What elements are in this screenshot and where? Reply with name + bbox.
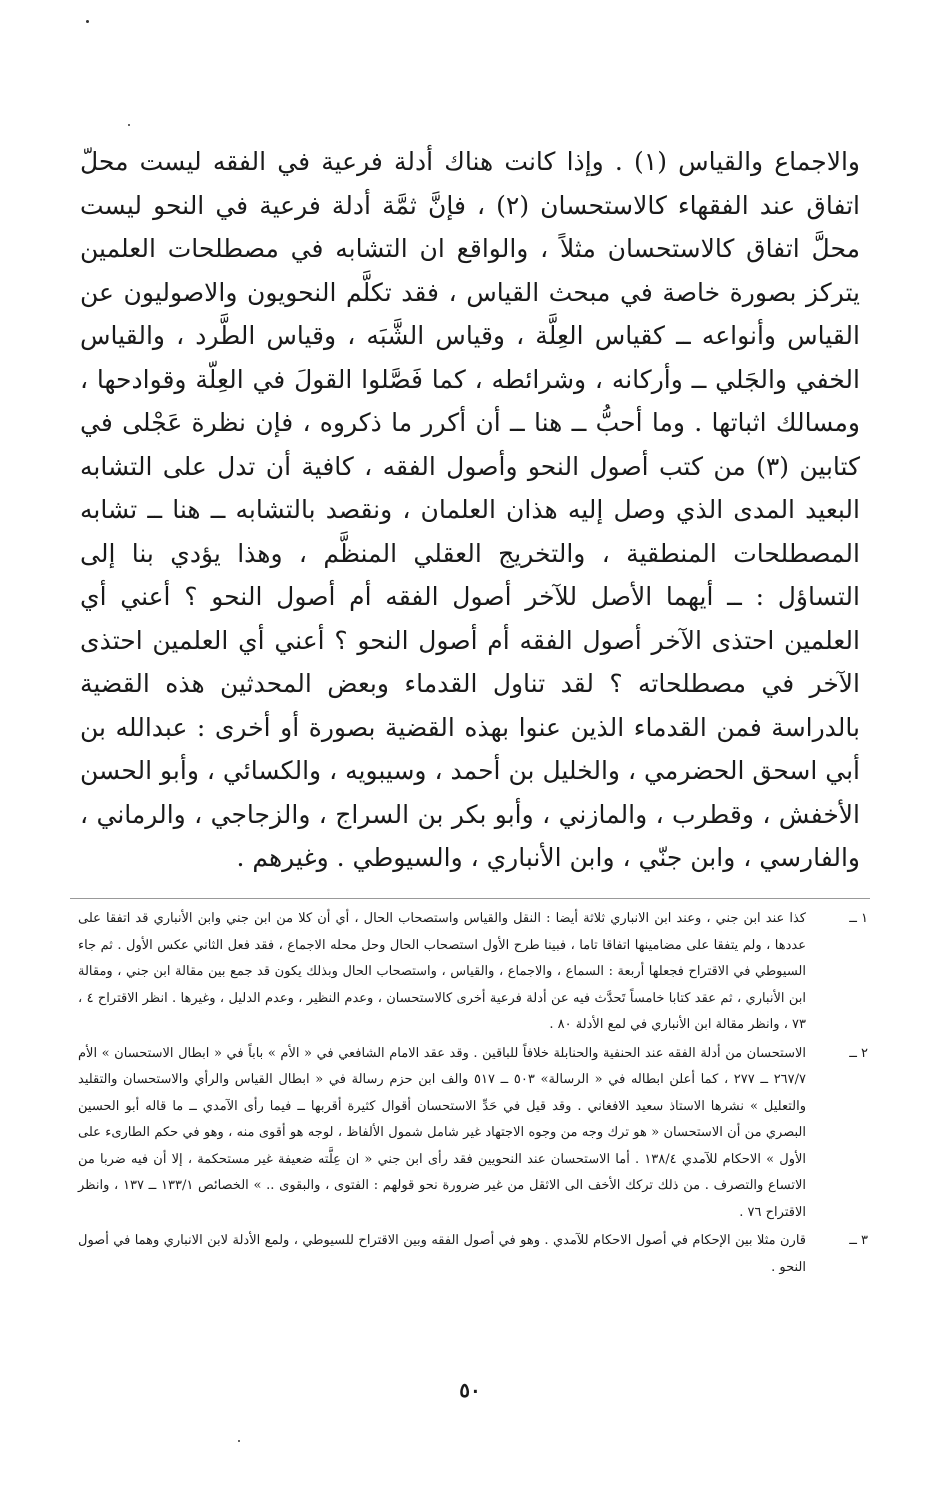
- page-number: ٥٠: [459, 1378, 481, 1402]
- footnote-number: ٢ ــ: [849, 1045, 868, 1061]
- footnote-2: [78, 1041, 868, 1227]
- footnote-text: قارن مثلا بين الإحكام في أصول الاحكام للآمدي . وهو في أصول الفقه وبين الاقتراح للسيوطي ، ولمع الأدلة لابن الانباري وهما في أصول النحو .: [78, 1233, 806, 1275]
- footnote-number: ٣ ــ: [849, 1233, 868, 1248]
- footnote-text: كذا عند ابن جني ، وعند ابن الانباري ثلاثة أيضا : النقل والقياس واستصحاب الحال ، أي أن كلا من ابن جني وابن الأنباري قد اتفقا على عددها ، ولم يتفقا على مضامينها اتفاقا تاما ، فبينا طرح الأول استصحاب الحال وحل محله الاجماع ، فقد فعل الثاني عكس الأول . ثم جاء السيوطي في الاقتراح فجعلها أربعة : السماع ، والاجماع ، والقياس ، واستصحاب الحال وبذلك يكون قد جمع بين مقالة ابن جني ، ومقالة ابن الأنباري ، ثم عقد كتابا خامساً تَحدَّث فيه عن أدلة فرعية أخرى كالاستحسان ، وعدم النظير ، وعدم الدليل ، وغيرها . انظر الاقتراح ٤ ، ٧٣ ، وانظر مقالة ابن الأنباري في لمع الأدلة ٨٠ .: [78, 911, 806, 1032]
- footnote-1: [78, 906, 868, 1039]
- scan-speck: [238, 1440, 240, 1442]
- footnote-number: ١ ــ: [849, 911, 868, 926]
- body-paragraph: والاجماع والقياس (١) . وإذا كانت هناك أدلة فرعية في الفقه ليست محلّ اتفاق عند الفقهاء كالاستحسان (٢) ، فإنَّ ثمَّة أدلة فرعية في النحو ليست محلَّ اتفاق كالاستحسان مثلاً ، والواقع ان التشابه في مصطلحات العلمين يتركز بصورة خاصة في مبحث القياس ، فقد تكلَّم النحويون والاصوليون عن القياس وأنواعه ــ كقياس العِلَّة ، وقياس الشَّبَه ، وقياس الطَّرد ، والقياس الخفي والجَلي ــ وأركانه ، وشرائطه ، كما فَصَّلوا القولَ في العِلّة وقوادحها ، ومسالك اثباتها . وما أحبُّ ــ هنا ــ أن أكرر ما ذكروه ، فإن نظرة عَجْلى في كتابين (٣) من كتب أصول النحو وأصول الفقه ، كافية أن تدل على التشابه البعيد المدى الذي وصل إليه هذان العلمان ، ونقصد بالتشابه ــ هنا ــ تشابه المصطلحات المنطقية ، والتخريج العقلي المنظَّم ، وهذا يؤدي بنا إلى التساؤل : ــ أيهما الأصل للآخر أصول الفقه أم أصول النحو ؟ أعني أي العلمين احتذى الآخر أصول الفقه أم أصول النحو ؟ أعني أي العلمين احتذى الآخر في مصطلحاته ؟ لقد تناول القدماء وبعض المحدثين هذه القضية بالدراسة فمن القدماء الذين عنوا بهذه القضية بصورة أو أخرى : عبدالله بن أبي اسحق الحضرمي ، والخليل بن أحمد ، وسيبويه ، والكسائي ، وأبو الحسن الأخفش ، وقطرب ، والمازني ، وأبو بكر بن السراج ، والزجاجي ، والرماني ، والفارسي ، وابن جنّي ، وابن الأنباري ، والسيوطي . وغيرهم .: [80, 147, 860, 872]
- footnote-divider: [70, 898, 870, 899]
- scan-speck: [128, 124, 130, 126]
- main-body-text: [80, 140, 860, 880]
- footnote-3: [78, 1228, 868, 1281]
- scan-speck: [86, 20, 89, 23]
- footnotes-section: [78, 906, 868, 1283]
- footnote-text: الاستحسان من أدلة الفقه عند الحنفية والحنابلة خلافاً للباقين . وقد عقد الامام الشافعي في « الأم » باباً في « ابطال الاستحسان » الأم ٢٦٧/٧ ــ ٢٧٧ ، كما أعلن ابطاله في « الرسالة» ٥٠٣ ــ ٥١٧ والف ابن حزم رسالة في « ابطال القياس والرأي والاستحسان والتقليد والتعليل » نشرها الاستاذ سعيد الافغاني . وقد قيل في حَدِّ الاستحسان أقوال كثيرة أقربها ــ فيما رأى الآمدي ــ ما قاله أبو الحسين البصري من أن الاستحسان « هو ترك وجه من وجوه الاجتهاد غير شامل شمول الألفاظ ، لوجه هو أقوى منه ، وهو في حكم الطارىء على الأول » الاحكام للآمدي ١٣٨/٤ . أما الاستحسان عند النحويين فقد رأى ابن جني « ان عِلَّته ضعيفة غير مستحكمة ، إلا أن فيه ضربا من الاتساع والتصرف . من ذلك تركك الأخف الى الاثقل من غير ضرورة نحو قولهم : الفتوى ، والبقوى .. » الخصائص ١٣٣/١ ــ ١٣٧ ، وانظر الاقتراح ٧٦ .: [78, 1045, 806, 1220]
